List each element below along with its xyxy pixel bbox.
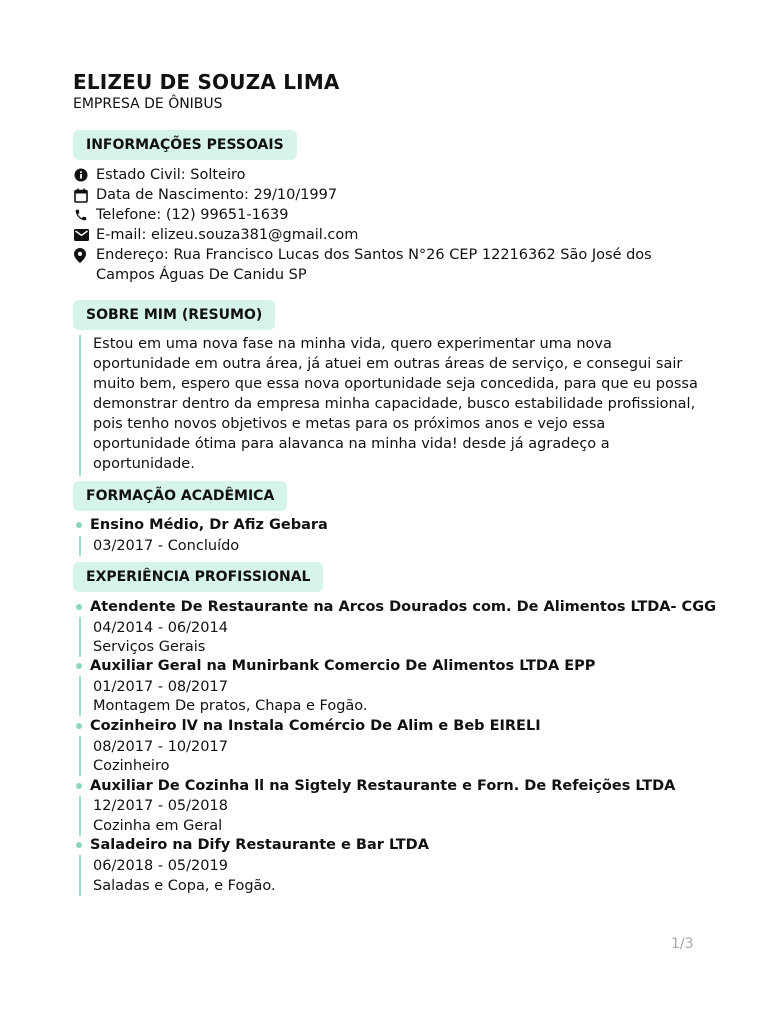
info-icon [74, 165, 90, 185]
section-heading-experience: EXPERIÊNCIA PROFISSIONAL [73, 562, 323, 592]
experience-title: Cozinheiro lV na Instala Comércio De Alim e Beb EIRELI [90, 718, 541, 734]
education-accent-bar [79, 536, 81, 556]
experience-title: Auxiliar Geral na Munirbank Comercio De Alimentos LTDA EPP [90, 658, 596, 674]
summary-line: muito bem, espero que essa nova oportunidade seja concedida, para que eu possa [93, 376, 698, 392]
experience-bullet [76, 604, 82, 610]
experience-title: Auxiliar De Cozinha ll na Sigtely Restaurante e Forn. De Refeições LTDA [90, 778, 676, 794]
summary-line: pois tenho novos objetivos e metas para os próximos anos e vejo essa [93, 416, 606, 432]
experience-description: Saladas e Copa, e Fogão. [93, 878, 276, 894]
location-pin-icon [74, 245, 90, 265]
candidate-name: ELIZEU DE SOUZA LIMA [73, 70, 340, 94]
experience-title: Atendente De Restaurante na Arcos Dourados com. De Alimentos LTDA- CGG [90, 599, 716, 615]
summary-line: Estou em uma nova fase na minha vida, quero experimentar uma nova [93, 336, 612, 352]
experience-period: 06/2018 - 05/2019 [93, 858, 228, 874]
candidate-subtitle: EMPRESA DE ÔNIBUS [73, 96, 223, 112]
education-bullet [76, 522, 82, 528]
experience-accent-bar [79, 796, 81, 836]
experience-description: Cozinha em Geral [93, 818, 223, 834]
phone-icon [74, 205, 90, 225]
info-email [74, 225, 358, 245]
experience-description: Serviços Gerais [93, 639, 206, 655]
experience-bullet [76, 783, 82, 789]
info-text: Telefone: (12) 99651-1639 [96, 207, 289, 223]
info-phone [74, 205, 288, 225]
section-heading-education: FORMAÇÃO ACADÊMICA [73, 481, 287, 511]
experience-title: Saladeiro na Dify Restaurante e Bar LTDA [90, 837, 429, 853]
address-line-1: Endereço: Rua Francisco Lucas dos Santos N°26 CEP 12216362 São José dos [96, 247, 652, 263]
info-birth-date [74, 185, 337, 205]
address-line-2: Campos Águas De Canidu SP [96, 267, 307, 283]
section-heading-personal-info: INFORMAÇÕES PESSOAIS [73, 130, 297, 160]
summary-line: oportunidade ótima para alavanca na minha vida! desde já agradeço a [93, 436, 610, 452]
calendar-icon [74, 185, 90, 205]
info-marital-status [74, 165, 246, 185]
summary-line: oportunidade em outra área, já atuei em outras áreas de serviço, e consegui sair [93, 356, 683, 372]
experience-accent-bar [79, 617, 81, 657]
education-period: 03/2017 - Concluído [93, 538, 240, 554]
info-text: Estado Civil: Solteiro [96, 167, 246, 183]
section-heading-about: SOBRE MIM (RESUMO) [73, 300, 275, 330]
experience-accent-bar [79, 855, 81, 896]
mail-icon [74, 225, 90, 245]
experience-accent-bar [79, 676, 81, 716]
page-number: 1/3 [671, 936, 694, 952]
experience-period: 08/2017 - 10/2017 [93, 739, 228, 755]
experience-bullet [76, 723, 82, 729]
experience-description: Montagem De pratos, Chapa e Fogão. [93, 698, 368, 714]
experience-bullet [76, 842, 82, 848]
info-address [74, 245, 652, 285]
experience-accent-bar [79, 736, 81, 776]
info-text: Data de Nascimento: 29/10/1997 [96, 187, 338, 203]
address-text [96, 245, 652, 285]
education-title: Ensino Médio, Dr Afiz Gebara [90, 517, 328, 533]
about-accent-bar [79, 335, 81, 476]
experience-period: 12/2017 - 05/2018 [93, 798, 228, 814]
experience-period: 01/2017 - 08/2017 [93, 679, 228, 695]
summary-line: oportunidade. [93, 456, 195, 472]
experience-description: Cozinheiro [93, 758, 170, 774]
experience-period: 04/2014 - 06/2014 [93, 620, 228, 636]
about-summary [93, 334, 703, 474]
experience-bullet [76, 663, 82, 669]
info-text: E-mail: elizeu.souza381@gmail.com [96, 227, 359, 243]
summary-line: demonstrar dentro da empresa minha capacidade, busco estabilidade profissional, [93, 396, 696, 412]
